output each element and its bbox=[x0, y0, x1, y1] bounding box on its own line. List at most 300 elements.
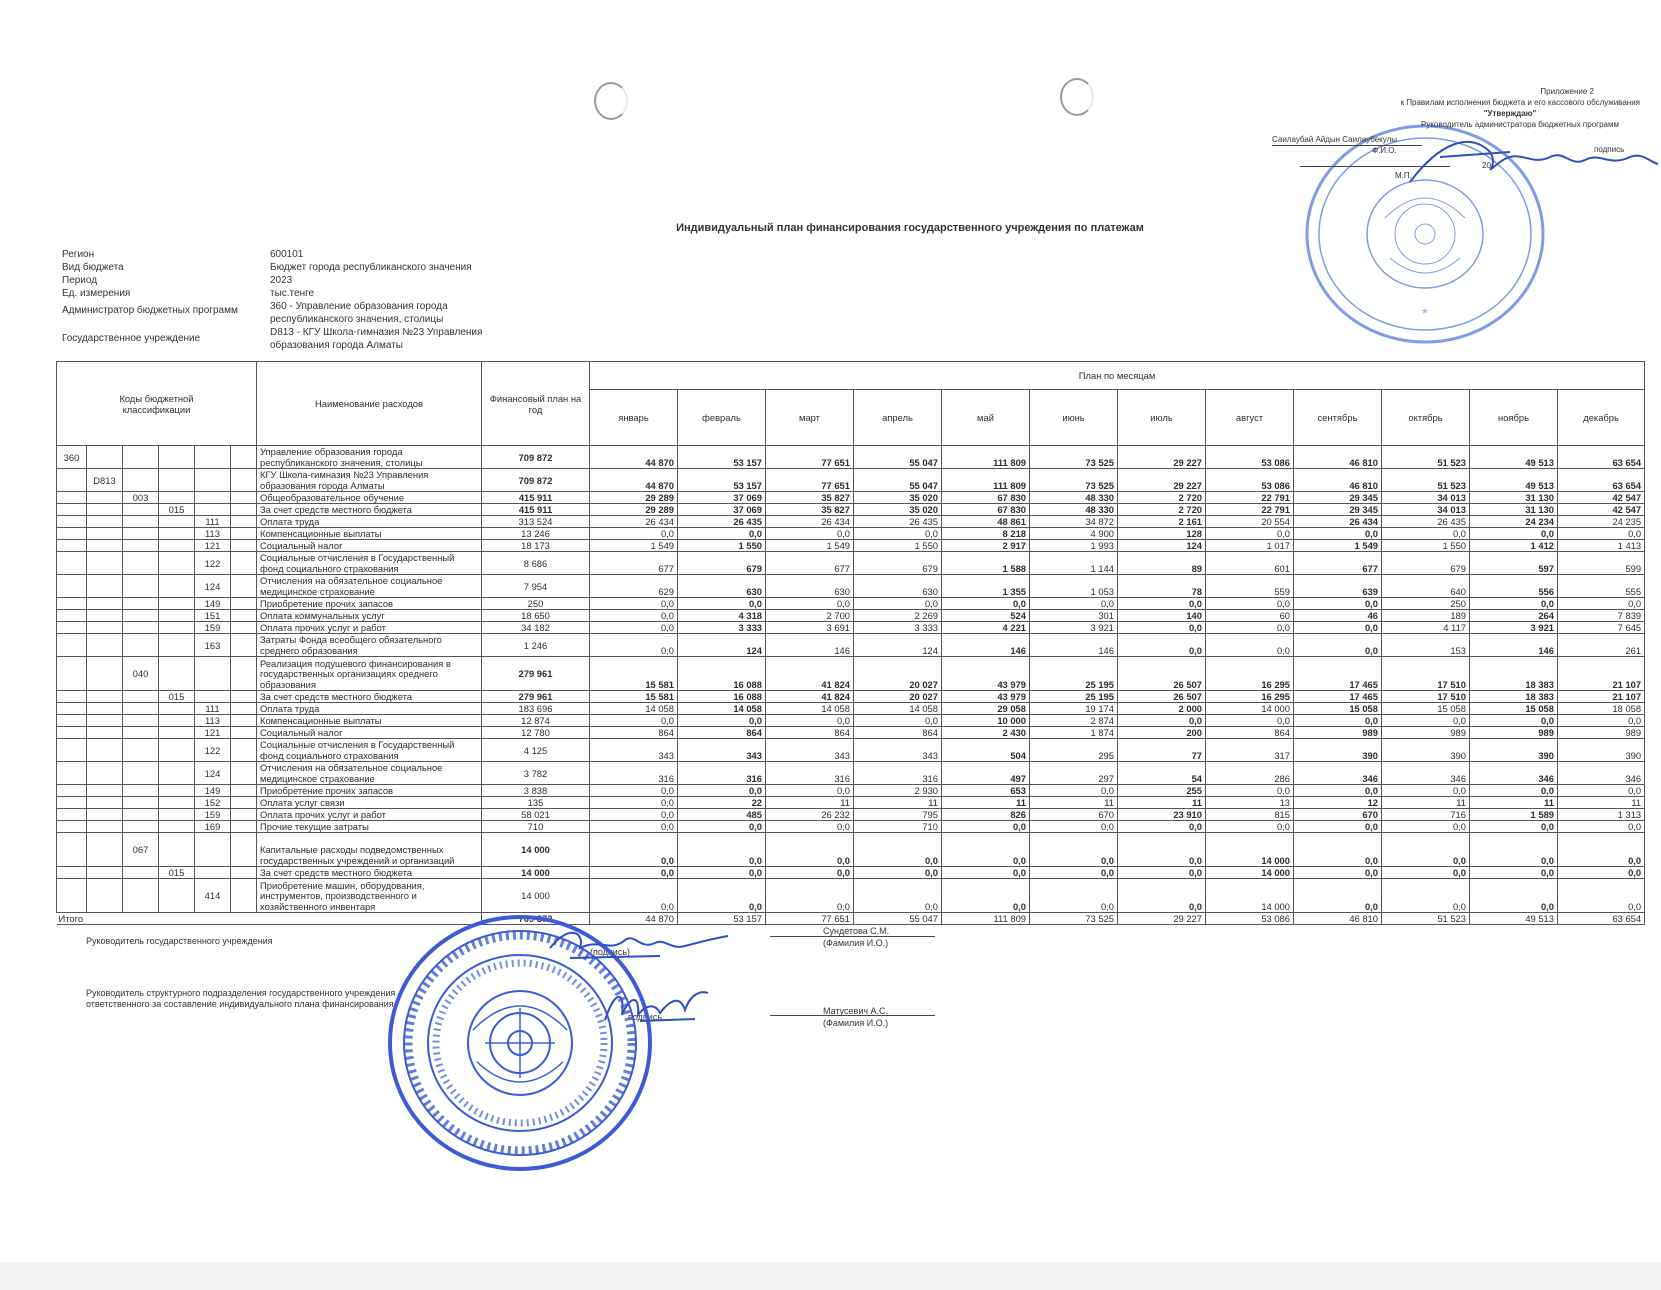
month-value-cell: 1 550 bbox=[1382, 540, 1470, 552]
month-value-cell: 679 bbox=[678, 552, 766, 575]
code-cell bbox=[159, 739, 195, 762]
month-value-cell: 42 547 bbox=[1558, 504, 1645, 516]
month-value-cell: 48 861 bbox=[942, 516, 1030, 528]
month-value-cell: 0,0 bbox=[1294, 879, 1382, 913]
total-month-cell: 55 047 bbox=[854, 913, 942, 925]
annual-plan-cell: 58 021 bbox=[482, 809, 590, 821]
month-value-cell: 0,0 bbox=[1470, 715, 1558, 727]
month-value-cell: 2 430 bbox=[942, 727, 1030, 739]
month-value-cell: 864 bbox=[854, 727, 942, 739]
code-spacer-cell bbox=[231, 762, 257, 785]
month-value-cell: 0,0 bbox=[1118, 821, 1206, 833]
table-row bbox=[57, 492, 1645, 504]
month-value-cell: 49 513 bbox=[1470, 446, 1558, 469]
expense-name-cell: Оплата услуг связи bbox=[257, 797, 482, 809]
table-row bbox=[57, 575, 1645, 598]
code-cell bbox=[87, 492, 123, 504]
month-value-cell: 34 872 bbox=[1030, 516, 1118, 528]
total-month-cell: 29 227 bbox=[1118, 913, 1206, 925]
code-cell bbox=[57, 785, 87, 797]
code-cell: 159 bbox=[195, 809, 231, 821]
month-value-cell: 26 434 bbox=[1294, 516, 1382, 528]
month-value-cell: 54 bbox=[1118, 762, 1206, 785]
month-value-cell: 63 654 bbox=[1558, 446, 1645, 469]
code-cell: 121 bbox=[195, 540, 231, 552]
month-value-cell: 0,0 bbox=[854, 833, 942, 867]
code-cell bbox=[87, 821, 123, 833]
month-value-cell: 24 235 bbox=[1558, 516, 1645, 528]
month-value-cell: 13 bbox=[1206, 797, 1294, 809]
code-cell bbox=[123, 575, 159, 598]
month-value-cell: 346 bbox=[1470, 762, 1558, 785]
annual-plan-cell: 13 246 bbox=[482, 528, 590, 540]
month-value-cell: 37 069 bbox=[678, 504, 766, 516]
month-value-cell: 14 000 bbox=[1206, 833, 1294, 867]
code-cell bbox=[159, 446, 195, 469]
code-cell: 067 bbox=[123, 833, 159, 867]
month-value-cell: 15 058 bbox=[1470, 703, 1558, 715]
code-cell bbox=[123, 821, 159, 833]
expense-name-cell: Отчисления на обязательное социальное медицинское страхование bbox=[257, 762, 482, 785]
total-month-cell: 77 651 bbox=[766, 913, 854, 925]
month-value-cell: 49 513 bbox=[1470, 469, 1558, 492]
struct-fio-caption: (Фамилия И.О.) bbox=[823, 1018, 889, 1028]
code-cell bbox=[159, 657, 195, 691]
month-value-cell: 17 465 bbox=[1294, 657, 1382, 691]
month-value-cell: 670 bbox=[1030, 809, 1118, 821]
month-value-cell: 22 791 bbox=[1206, 492, 1294, 504]
code-cell bbox=[87, 833, 123, 867]
month-value-cell: 524 bbox=[942, 610, 1030, 622]
month-value-cell: 77 651 bbox=[766, 446, 854, 469]
month-value-cell: 0,0 bbox=[590, 797, 678, 809]
code-cell bbox=[87, 528, 123, 540]
month-value-cell: 0,0 bbox=[590, 715, 678, 727]
expense-name-cell: Приобретение прочих запасов bbox=[257, 785, 482, 797]
month-value-cell: 0,0 bbox=[590, 867, 678, 879]
month-value-cell: 146 bbox=[766, 634, 854, 657]
month-value-cell: 2 720 bbox=[1118, 492, 1206, 504]
code-spacer-cell bbox=[231, 833, 257, 867]
code-spacer-cell bbox=[231, 879, 257, 913]
code-cell bbox=[195, 691, 231, 703]
code-spacer-cell bbox=[231, 691, 257, 703]
monthly-header: План по месяцам bbox=[590, 362, 1645, 390]
month-value-cell: 67 830 bbox=[942, 504, 1030, 516]
month-value-cell: 18 058 bbox=[1558, 703, 1645, 715]
total-label: Итого bbox=[57, 913, 482, 925]
code-cell: 149 bbox=[195, 598, 231, 610]
month-value-cell: 630 bbox=[766, 575, 854, 598]
month-value-cell: 51 523 bbox=[1382, 469, 1470, 492]
table-row bbox=[57, 598, 1645, 610]
month-value-cell: 989 bbox=[1294, 727, 1382, 739]
code-spacer-cell bbox=[231, 504, 257, 516]
code-cell bbox=[87, 879, 123, 913]
month-value-cell: 0,0 bbox=[766, 528, 854, 540]
annual-plan-cell: 12 780 bbox=[482, 727, 590, 739]
code-cell bbox=[87, 867, 123, 879]
code-cell bbox=[87, 552, 123, 575]
month-value-cell: 0,0 bbox=[1030, 867, 1118, 879]
month-value-cell: 2 161 bbox=[1118, 516, 1206, 528]
month-value-cell: 0,0 bbox=[1558, 879, 1645, 913]
table-row bbox=[57, 762, 1645, 785]
month-value-cell: 795 bbox=[854, 809, 942, 821]
month-value-cell: 1 355 bbox=[942, 575, 1030, 598]
head-title-label: Руководитель администратора бюджетных программ bbox=[1421, 120, 1619, 129]
code-cell bbox=[123, 446, 159, 469]
head-fio-caption: (Фамилия И.О.) bbox=[823, 938, 889, 948]
expense-name-cell: КГУ Школа-гимназия №23 Управления образования города Алматы bbox=[257, 469, 482, 492]
month-header-1: январь bbox=[590, 390, 678, 446]
code-spacer-cell bbox=[231, 492, 257, 504]
month-value-cell: 2 720 bbox=[1118, 504, 1206, 516]
codes-header: Коды бюджетной классификации bbox=[57, 362, 257, 446]
month-value-cell: 0,0 bbox=[1558, 785, 1645, 797]
code-cell bbox=[87, 610, 123, 622]
month-header-11: ноябрь bbox=[1470, 390, 1558, 446]
month-value-cell: 1 549 bbox=[1294, 540, 1382, 552]
financing-plan-table bbox=[56, 361, 1645, 925]
month-value-cell: 346 bbox=[1382, 762, 1470, 785]
month-value-cell: 0,0 bbox=[590, 785, 678, 797]
code-spacer-cell bbox=[231, 469, 257, 492]
code-cell bbox=[159, 469, 195, 492]
month-value-cell: 0,0 bbox=[678, 833, 766, 867]
annual-plan-cell: 709 872 bbox=[482, 469, 590, 492]
annual-plan-cell: 14 000 bbox=[482, 867, 590, 879]
code-cell bbox=[195, 867, 231, 879]
annual-plan-cell: 12 874 bbox=[482, 715, 590, 727]
code-spacer-cell bbox=[231, 809, 257, 821]
month-value-cell: 864 bbox=[590, 727, 678, 739]
expense-name-cell: За счет средств местного бюджета bbox=[257, 867, 482, 879]
month-value-cell: 2 000 bbox=[1118, 703, 1206, 715]
month-value-cell: 2 269 bbox=[854, 610, 942, 622]
code-cell: 360 bbox=[57, 446, 87, 469]
expense-name-cell: Приобретение прочих запасов bbox=[257, 598, 482, 610]
month-value-cell: 8 218 bbox=[942, 528, 1030, 540]
month-value-cell: 31 130 bbox=[1470, 492, 1558, 504]
code-spacer-cell bbox=[231, 446, 257, 469]
month-value-cell: 25 195 bbox=[1030, 691, 1118, 703]
annual-plan-cell: 135 bbox=[482, 797, 590, 809]
code-spacer-cell bbox=[231, 634, 257, 657]
month-value-cell: 0,0 bbox=[1558, 833, 1645, 867]
month-value-cell: 390 bbox=[1294, 739, 1382, 762]
month-value-cell: 200 bbox=[1118, 727, 1206, 739]
code-spacer-cell bbox=[231, 867, 257, 879]
code-cell bbox=[57, 762, 87, 785]
month-value-cell: 73 525 bbox=[1030, 469, 1118, 492]
code-cell: 040 bbox=[123, 657, 159, 691]
month-value-cell: 0,0 bbox=[1558, 528, 1645, 540]
month-value-cell: 189 bbox=[1382, 610, 1470, 622]
code-cell bbox=[57, 879, 87, 913]
code-cell bbox=[123, 691, 159, 703]
month-value-cell: 989 bbox=[1382, 727, 1470, 739]
code-spacer-cell bbox=[231, 622, 257, 634]
unit-label: Ед. измерения bbox=[62, 288, 131, 299]
month-value-cell: 140 bbox=[1118, 610, 1206, 622]
code-spacer-cell bbox=[231, 657, 257, 691]
table-row bbox=[57, 446, 1645, 469]
month-value-cell: 1 874 bbox=[1030, 727, 1118, 739]
total-month-cell: 63 654 bbox=[1558, 913, 1645, 925]
annual-plan-cell: 7 954 bbox=[482, 575, 590, 598]
period-value: 2023 bbox=[270, 275, 293, 286]
month-value-cell: 14 058 bbox=[590, 703, 678, 715]
institution-value: D813 - КГУ Школа-гимназия №23 Управления образования города Алматы bbox=[270, 327, 483, 351]
month-value-cell: 0,0 bbox=[590, 598, 678, 610]
code-spacer-cell bbox=[231, 797, 257, 809]
month-value-cell: 0,0 bbox=[1382, 785, 1470, 797]
month-value-cell: 29 058 bbox=[942, 703, 1030, 715]
code-cell bbox=[123, 762, 159, 785]
month-value-cell: 0,0 bbox=[1206, 622, 1294, 634]
month-value-cell: 4 221 bbox=[942, 622, 1030, 634]
code-cell bbox=[57, 727, 87, 739]
month-value-cell: 0,0 bbox=[1558, 598, 1645, 610]
month-value-cell: 0,0 bbox=[1206, 821, 1294, 833]
month-value-cell: 15 581 bbox=[590, 657, 678, 691]
expense-name-cell: Приобретение машин, оборудования, инструментов, производственного и хозяйственного инвентаря bbox=[257, 879, 482, 913]
month-value-cell: 44 870 bbox=[590, 446, 678, 469]
month-value-cell: 7 839 bbox=[1558, 610, 1645, 622]
month-value-cell: 29 227 bbox=[1118, 446, 1206, 469]
code-cell: 111 bbox=[195, 703, 231, 715]
code-cell: 124 bbox=[195, 762, 231, 785]
table-row bbox=[57, 867, 1645, 879]
month-value-cell: 29 345 bbox=[1294, 492, 1382, 504]
expense-name-cell: Управление образования города республиканского значения, столицы bbox=[257, 446, 482, 469]
code-cell bbox=[159, 552, 195, 575]
month-value-cell: 0,0 bbox=[1294, 867, 1382, 879]
expense-name-cell: Оплата прочих услуг и работ bbox=[257, 809, 482, 821]
month-value-cell: 34 013 bbox=[1382, 492, 1470, 504]
code-cell bbox=[87, 575, 123, 598]
signature-label: подпись bbox=[1594, 145, 1625, 154]
code-cell bbox=[57, 540, 87, 552]
code-cell: 003 bbox=[123, 492, 159, 504]
month-value-cell: 0,0 bbox=[766, 867, 854, 879]
month-value-cell: 0,0 bbox=[1294, 634, 1382, 657]
annual-header: Финансовый план на год bbox=[482, 362, 590, 446]
month-header-2: февраль bbox=[678, 390, 766, 446]
month-value-cell: 559 bbox=[1206, 575, 1294, 598]
month-value-cell: 0,0 bbox=[766, 598, 854, 610]
month-value-cell: 0,0 bbox=[942, 879, 1030, 913]
expense-name-cell: Социальные отчисления в Государственный фонд социального страхования bbox=[257, 739, 482, 762]
month-value-cell: 390 bbox=[1382, 739, 1470, 762]
code-cell bbox=[57, 634, 87, 657]
month-value-cell: 20 027 bbox=[854, 657, 942, 691]
month-value-cell: 2 700 bbox=[766, 610, 854, 622]
month-value-cell: 0,0 bbox=[766, 715, 854, 727]
code-spacer-cell bbox=[231, 727, 257, 739]
expense-name-cell: За счет средств местного бюджета bbox=[257, 691, 482, 703]
expense-name-cell: Отчисления на обязательное социальное медицинское страхование bbox=[257, 575, 482, 598]
table-row bbox=[57, 703, 1645, 715]
month-value-cell: 146 bbox=[1030, 634, 1118, 657]
month-value-cell: 111 809 bbox=[942, 469, 1030, 492]
code-spacer-cell bbox=[231, 540, 257, 552]
month-value-cell: 0,0 bbox=[1294, 785, 1382, 797]
month-value-cell: 17 510 bbox=[1382, 691, 1470, 703]
month-value-cell: 1 589 bbox=[1470, 809, 1558, 821]
month-value-cell: 24 234 bbox=[1470, 516, 1558, 528]
month-value-cell: 48 330 bbox=[1030, 504, 1118, 516]
month-value-cell: 17 510 bbox=[1382, 657, 1470, 691]
month-value-cell: 864 bbox=[678, 727, 766, 739]
code-cell: 159 bbox=[195, 622, 231, 634]
code-cell bbox=[87, 797, 123, 809]
code-cell bbox=[159, 598, 195, 610]
total-month-cell: 46 810 bbox=[1294, 913, 1382, 925]
month-value-cell: 16 295 bbox=[1206, 691, 1294, 703]
annual-plan-cell: 415 911 bbox=[482, 492, 590, 504]
month-header-3: март bbox=[766, 390, 854, 446]
page-bottom-edge bbox=[0, 1262, 1661, 1290]
month-value-cell: 153 bbox=[1382, 634, 1470, 657]
month-value-cell: 25 195 bbox=[1030, 657, 1118, 691]
code-cell bbox=[159, 797, 195, 809]
month-value-cell: 0,0 bbox=[1030, 833, 1118, 867]
month-value-cell: 2 930 bbox=[854, 785, 942, 797]
code-cell bbox=[123, 879, 159, 913]
month-value-cell: 26 507 bbox=[1118, 657, 1206, 691]
month-value-cell: 0,0 bbox=[1470, 867, 1558, 879]
code-cell bbox=[87, 809, 123, 821]
total-month-cell: 73 525 bbox=[1030, 913, 1118, 925]
code-spacer-cell bbox=[231, 528, 257, 540]
month-value-cell: 26 435 bbox=[854, 516, 942, 528]
month-value-cell: 46 810 bbox=[1294, 469, 1382, 492]
annual-plan-cell: 313 524 bbox=[482, 516, 590, 528]
month-value-cell: 21 107 bbox=[1558, 691, 1645, 703]
expense-name-cell: Оплата коммунальных услуг bbox=[257, 610, 482, 622]
approval-signature bbox=[1380, 122, 1660, 192]
code-cell: 124 bbox=[195, 575, 231, 598]
month-value-cell: 0,0 bbox=[854, 867, 942, 879]
month-value-cell: 0,0 bbox=[1118, 622, 1206, 634]
month-value-cell: 1 017 bbox=[1206, 540, 1294, 552]
month-value-cell: 264 bbox=[1470, 610, 1558, 622]
code-cell bbox=[123, 610, 159, 622]
month-value-cell: 124 bbox=[1118, 540, 1206, 552]
code-cell bbox=[159, 727, 195, 739]
struct-name-value: Матусевич А.С. bbox=[823, 1006, 889, 1016]
table-row bbox=[57, 821, 1645, 833]
month-value-cell: 10 000 bbox=[942, 715, 1030, 727]
code-cell bbox=[57, 622, 87, 634]
month-value-cell: 679 bbox=[1382, 552, 1470, 575]
code-cell bbox=[57, 528, 87, 540]
month-value-cell: 11 bbox=[854, 797, 942, 809]
month-value-cell: 146 bbox=[1470, 634, 1558, 657]
month-value-cell: 343 bbox=[854, 739, 942, 762]
month-value-cell: 0,0 bbox=[1294, 833, 1382, 867]
total-row bbox=[57, 913, 1645, 925]
struct-signature-label-1: Руководитель структурного подразделения государственного учреждения bbox=[86, 988, 396, 998]
month-value-cell: 0,0 bbox=[1294, 528, 1382, 540]
month-value-cell: 41 824 bbox=[766, 657, 854, 691]
expense-name-cell: Общеобразовательное обучение bbox=[257, 492, 482, 504]
code-cell bbox=[57, 469, 87, 492]
code-cell bbox=[87, 727, 123, 739]
month-value-cell: 124 bbox=[678, 634, 766, 657]
annual-plan-cell: 279 961 bbox=[482, 691, 590, 703]
month-value-cell: 0,0 bbox=[942, 598, 1030, 610]
total-annual-cell: 709 872 bbox=[482, 913, 590, 925]
month-value-cell: 43 979 bbox=[942, 691, 1030, 703]
month-value-cell: 0,0 bbox=[1118, 867, 1206, 879]
code-cell bbox=[159, 575, 195, 598]
month-value-cell: 48 330 bbox=[1030, 492, 1118, 504]
code-cell: 111 bbox=[195, 516, 231, 528]
month-value-cell: 286 bbox=[1206, 762, 1294, 785]
month-value-cell: 599 bbox=[1558, 552, 1645, 575]
table-row bbox=[57, 528, 1645, 540]
month-value-cell: 1 588 bbox=[942, 552, 1030, 575]
month-value-cell: 0,0 bbox=[1206, 715, 1294, 727]
month-value-cell: 0,0 bbox=[1470, 821, 1558, 833]
month-value-cell: 1 413 bbox=[1558, 540, 1645, 552]
month-value-cell: 43 979 bbox=[942, 657, 1030, 691]
code-cell: 163 bbox=[195, 634, 231, 657]
month-value-cell: 343 bbox=[590, 739, 678, 762]
code-cell bbox=[159, 715, 195, 727]
month-value-cell: 0,0 bbox=[854, 715, 942, 727]
total-month-cell: 111 809 bbox=[942, 913, 1030, 925]
month-header-5: май bbox=[942, 390, 1030, 446]
annual-plan-cell: 8 686 bbox=[482, 552, 590, 575]
month-value-cell: 0,0 bbox=[942, 867, 1030, 879]
expense-name-cell: За счет средств местного бюджета bbox=[257, 504, 482, 516]
annual-plan-cell: 14 000 bbox=[482, 833, 590, 867]
month-value-cell: 18 383 bbox=[1470, 691, 1558, 703]
month-value-cell: 710 bbox=[854, 821, 942, 833]
month-value-cell: 17 465 bbox=[1294, 691, 1382, 703]
expense-name-cell: Прочие текущие затраты bbox=[257, 821, 482, 833]
code-spacer-cell bbox=[231, 598, 257, 610]
month-value-cell: 317 bbox=[1206, 739, 1294, 762]
period-label: Период bbox=[62, 275, 98, 286]
month-header-6: июнь bbox=[1030, 390, 1118, 446]
code-cell bbox=[123, 715, 159, 727]
expense-name-cell: Оплата труда bbox=[257, 703, 482, 715]
annual-plan-cell: 14 000 bbox=[482, 879, 590, 913]
month-value-cell: 0,0 bbox=[1382, 821, 1470, 833]
code-cell bbox=[123, 622, 159, 634]
code-cell bbox=[159, 540, 195, 552]
month-value-cell: 11 bbox=[1118, 797, 1206, 809]
month-value-cell: 0,0 bbox=[678, 528, 766, 540]
month-value-cell: 16 295 bbox=[1206, 657, 1294, 691]
code-cell bbox=[123, 727, 159, 739]
month-value-cell: 128 bbox=[1118, 528, 1206, 540]
table-row bbox=[57, 785, 1645, 797]
month-value-cell: 297 bbox=[1030, 762, 1118, 785]
code-cell bbox=[87, 540, 123, 552]
punch-hole-right bbox=[1060, 78, 1094, 116]
month-value-cell: 31 130 bbox=[1470, 504, 1558, 516]
month-value-cell: 29 289 bbox=[590, 504, 678, 516]
total-month-cell: 49 513 bbox=[1470, 913, 1558, 925]
table-row bbox=[57, 469, 1645, 492]
code-cell bbox=[123, 516, 159, 528]
